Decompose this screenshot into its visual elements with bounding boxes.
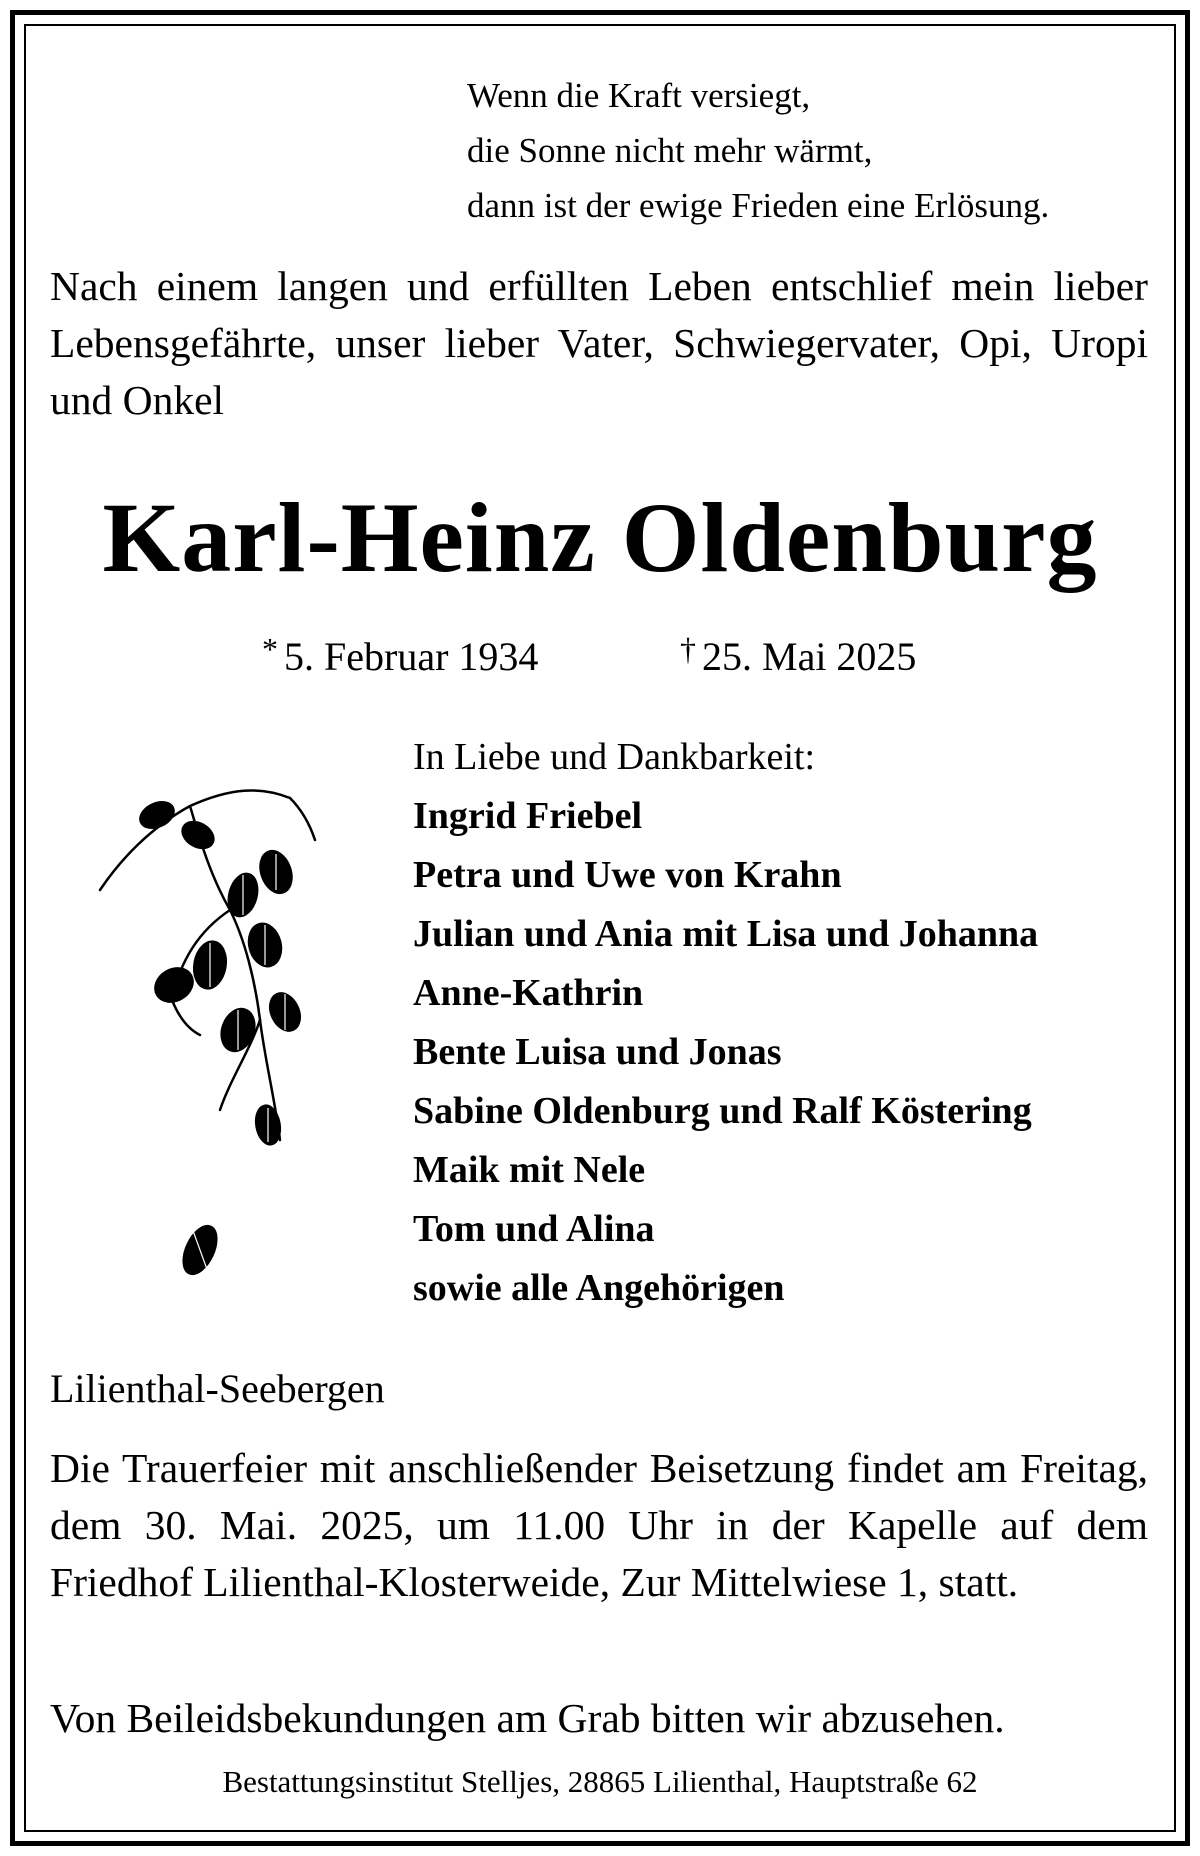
mourner-name: Maik mit Nele bbox=[413, 1149, 646, 1191]
poem-line: dann ist der ewige Frieden eine Erlösung. bbox=[467, 186, 1050, 225]
mourner-name: Ingrid Friebel bbox=[413, 795, 643, 837]
deceased-name: Karl-Heinz Oldenburg bbox=[102, 482, 1098, 593]
condolence-note: Von Beileidsbekundungen am Grab bitten wir abzusehen. bbox=[50, 1695, 1005, 1741]
intro-text: Nach einem langen und erfüllten Leben entschlief mein lieber Lebensgefährte, unser lieber Vater, Schwiegervater, Opi, Uropi und Onkel bbox=[50, 263, 1148, 423]
mourners-list bbox=[413, 727, 1173, 1318]
birth-date bbox=[262, 624, 538, 682]
mourners-lead: In Liebe und Dankbarkeit: bbox=[413, 736, 816, 778]
funeral-home-footer: Bestattungsinstitut Stelljes, 28865 Lilienthal, Hauptstraße 62 bbox=[222, 1764, 978, 1799]
poem-line: die Sonne nicht mehr wärmt, bbox=[467, 131, 873, 170]
mourner-name: sowie alle Angehörigen bbox=[413, 1267, 785, 1309]
mourner-name: Julian und Ania mit Lisa und Johanna bbox=[413, 913, 1039, 955]
mourner-name: Bente Luisa und Jonas bbox=[413, 1031, 782, 1073]
birth-date-text: 5. Februar 1934 bbox=[284, 634, 539, 679]
poem-verse bbox=[467, 68, 1147, 233]
mourner-name: Anne-Kathrin bbox=[413, 972, 644, 1014]
mourner-name: Sabine Oldenburg und Ralf Köstering bbox=[413, 1090, 1032, 1132]
death-cross-symbol: † bbox=[680, 631, 696, 667]
birth-symbol: * bbox=[262, 631, 278, 667]
death-date bbox=[680, 624, 916, 682]
poem-line: Wenn die Kraft versiegt, bbox=[467, 76, 811, 115]
birch-branch-icon bbox=[80, 780, 320, 1300]
ceremony-notice: Die Trauerfeier mit anschließender Beisetzung findet am Freitag, dem 30. Mai. 2025, um 11.00 Uhr in der Kapelle auf dem Friedhof Lilienthal-Klosterweide, Zur Mittelwiese 1, statt. bbox=[50, 1445, 1148, 1605]
mourner-name: Petra und Uwe von Krahn bbox=[413, 854, 842, 896]
death-date-text: 25. Mai 2025 bbox=[702, 634, 917, 679]
place-of-residence: Lilienthal-Seebergen bbox=[50, 1366, 385, 1411]
mourner-name: Tom und Alina bbox=[413, 1208, 655, 1250]
